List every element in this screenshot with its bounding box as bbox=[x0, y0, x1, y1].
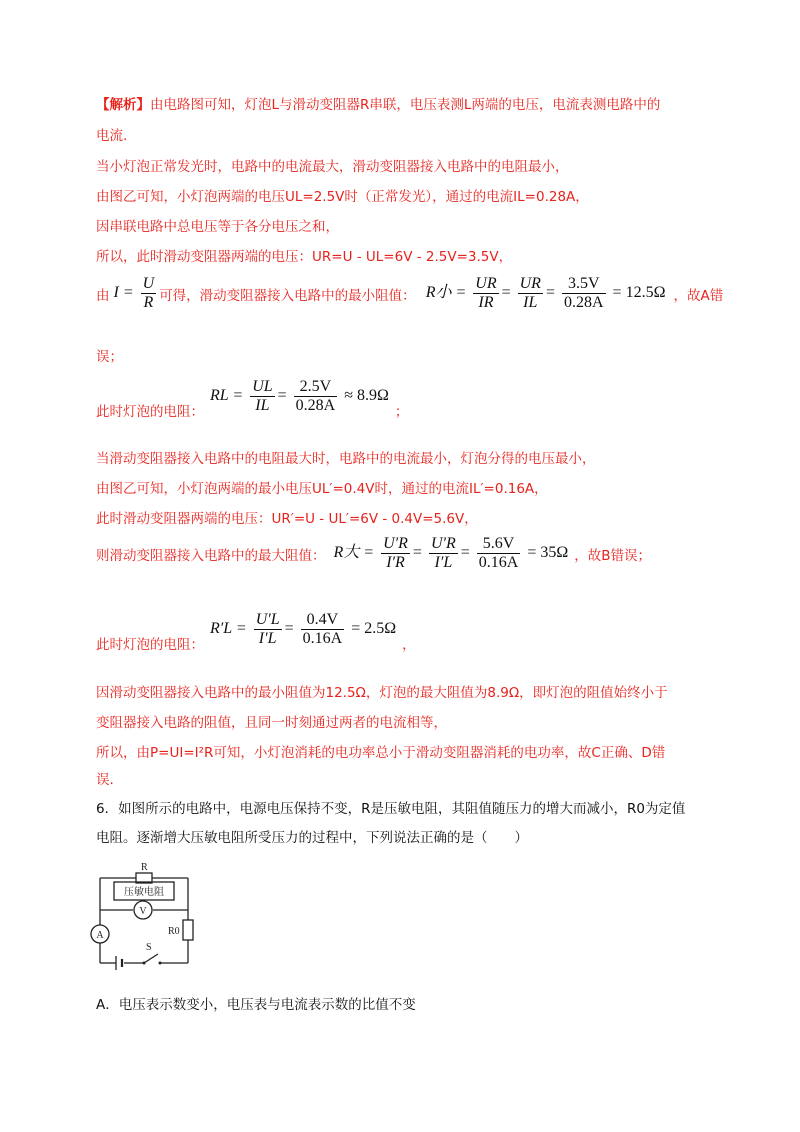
option-a: A．电压表示数变小，电压表与电流表示数的比值不变 bbox=[96, 997, 416, 1013]
circuit-a-label: A bbox=[96, 930, 104, 941]
analysis-line-10: 当滑动变阻器接入电路中的电阻最大时，电路中的电流最小，灯泡分得的电压最小， bbox=[96, 451, 596, 467]
question-line-1: 6．如图所示的电路中，电源电压保持不变，R是压敏电阻，其阻值随压力的增大而减小，R0为定值 bbox=[96, 801, 686, 817]
rl-f2d: 0.28A bbox=[295, 396, 336, 414]
analysis-line-8: 误； bbox=[96, 349, 123, 365]
analysis-line-15: 因滑动变阻器接入电路中的最小阻值为12.5Ω，灯泡的最大阻值为8.9Ω，即灯泡的阻值始终小于 bbox=[96, 685, 668, 701]
rmin-f3d: 0.28A bbox=[563, 294, 604, 311]
circuit-box-label: 压敏电阻 bbox=[124, 887, 164, 898]
rl2-f2n: 0.4V bbox=[301, 611, 345, 630]
analysis-text-7-post: ，故A错 bbox=[673, 287, 724, 304]
ohm-law-formula bbox=[114, 275, 160, 312]
rmin-f1n: UR bbox=[475, 275, 497, 292]
rl-result: ≈ 8.9Ω bbox=[344, 386, 389, 404]
analysis-line-16: 变阻器接入电路的阻值，且同一时刻通过两者的电流相等， bbox=[96, 715, 447, 731]
rmax-f2d: I′L bbox=[434, 554, 453, 571]
rl-f1d: IL bbox=[255, 396, 270, 414]
analysis-line-7 bbox=[96, 275, 723, 312]
analysis-line-12: 此时滑动变阻器两端的电压：UR′=U - UL′=6V - 0.4V=5.6V， bbox=[96, 511, 478, 527]
rmax-result: = 35Ω bbox=[527, 544, 569, 562]
rmin-f3n: 3.5V bbox=[562, 275, 606, 294]
circuit-diagram bbox=[88, 858, 198, 970]
analysis-line-14 bbox=[96, 605, 416, 653]
analysis-text-14-post: ， bbox=[402, 637, 416, 653]
rmin-f2n: UR bbox=[519, 275, 541, 292]
rl2-f2d: 0.16A bbox=[302, 629, 343, 647]
analysis-line-6: 所以，此时滑动变阻器两端的电压：UR=U - UL=6V - 2.5V=3.5V， bbox=[96, 249, 513, 265]
analysis-text-13-pre: 则滑动变阻器接入电路中的最大阻值： bbox=[96, 547, 326, 564]
circuit-r-label: R bbox=[141, 862, 148, 873]
rl2-lhs: R′L = bbox=[210, 619, 247, 637]
rmax-lhs: R大 = bbox=[333, 544, 375, 562]
rl2-result: = 2.5Ω bbox=[351, 619, 397, 637]
rmax-formula: R大 = $\frac{U'R}{I'R}$ = $\frac{U'R}{I'L}$ = $\frac{5.6V}{0.16A}$ = 35Ω bbox=[333, 535, 569, 571]
analysis-line-1 bbox=[96, 95, 660, 115]
rmax-f1n: U′R bbox=[383, 535, 408, 552]
rmax-f1d: I′R bbox=[386, 554, 405, 571]
analysis-text-7-mid: 可得，滑动变阻器接入电路中的最小阻值： bbox=[159, 287, 416, 304]
rmax-f3d: 0.16A bbox=[478, 554, 519, 571]
rl-f1n: UL bbox=[252, 377, 273, 395]
analysis-text-9-post: ； bbox=[394, 404, 409, 420]
rmin-f2d: IL bbox=[523, 294, 538, 311]
analysis-text-9-pre: 此时灯泡的电阻： bbox=[96, 404, 204, 420]
circuit-s-label: S bbox=[146, 942, 152, 953]
switch-lever bbox=[144, 954, 158, 963]
rmin-lhs: R小 = bbox=[425, 284, 467, 302]
rl-f2n: 2.5V bbox=[294, 378, 338, 397]
rmax-f3n: 5.6V bbox=[477, 535, 521, 554]
rmin-formula: R小 = $\frac{UR}{IR}$ = $\frac{UR}{IL}$ = $\frac{3.5V}{0.28A}$ = 12.5Ω bbox=[425, 275, 666, 311]
rl-formula: RL = $\frac{UL}{IL}$ = $\frac{2.5V}{0.28A}$ ≈ 8.9Ω bbox=[210, 377, 389, 414]
circuit-v-label: V bbox=[139, 906, 147, 917]
ohm-num: U bbox=[142, 275, 155, 292]
analysis-text-7-pre: 由 bbox=[96, 287, 110, 304]
question-line-2: 电阻。逐渐增大压敏电阻所受压力的过程中，下列说法正确的是（ ） bbox=[96, 830, 528, 846]
circuit-r0-label: R0 bbox=[168, 926, 180, 937]
r0-resistor-symbol bbox=[183, 920, 193, 940]
ohm-lhs: I = bbox=[113, 284, 134, 302]
rl2-formula: R′L = $\frac{U'L}{I'L}$ = $\frac{0.4V}{0.16A}$ = 2.5Ω bbox=[210, 610, 397, 647]
rl-lhs: RL = bbox=[210, 386, 244, 404]
analysis-line-11: 由图乙可知，小灯泡两端的最小电压UL′=0.4V时，通过的电流IL′=0.16A， bbox=[96, 481, 548, 497]
analysis-text-14-pre: 此时灯泡的电阻： bbox=[96, 637, 204, 653]
rl2-f1d: I′L bbox=[258, 629, 277, 647]
analysis-line-18: 误. bbox=[96, 772, 114, 788]
rmax-f2n: U′R bbox=[430, 535, 456, 552]
analysis-line-4: 由图乙可知，小灯泡两端的电压UL=2.5V时（正常发光），通过的电流IL=0.28A， bbox=[96, 189, 589, 205]
analysis-line-17: 所以，由P=UI=I²R可知，小灯泡消耗的电功率总小于滑动变阻器消耗的电功率，故C正确、D错 bbox=[96, 745, 666, 761]
rl2-f1n: U′L bbox=[255, 610, 280, 628]
analysis-line-3: 当小灯泡正常发光时，电路中的电流最大，滑动变阻器接入电路中的电阻最小， bbox=[96, 159, 569, 175]
analysis-line-13 bbox=[96, 535, 651, 572]
analysis-tag: 【解析】 bbox=[96, 97, 150, 113]
rmin-result: = 12.5Ω bbox=[612, 284, 666, 302]
analysis-text-13-post: ，故B错误； bbox=[574, 547, 652, 564]
analysis-line-2: 电流. bbox=[96, 128, 128, 144]
analysis-line-5: 因串联电路中总电压等于各分电压之和， bbox=[96, 219, 339, 235]
rmin-f1d: IR bbox=[478, 294, 494, 311]
analysis-line-9 bbox=[96, 372, 408, 420]
ohm-den: R bbox=[143, 294, 154, 311]
analysis-text-1: 由电路图可知，灯泡L与滑动变阻器R串联，电压表测L两端的电压，电流表测电路中的 bbox=[150, 97, 661, 113]
